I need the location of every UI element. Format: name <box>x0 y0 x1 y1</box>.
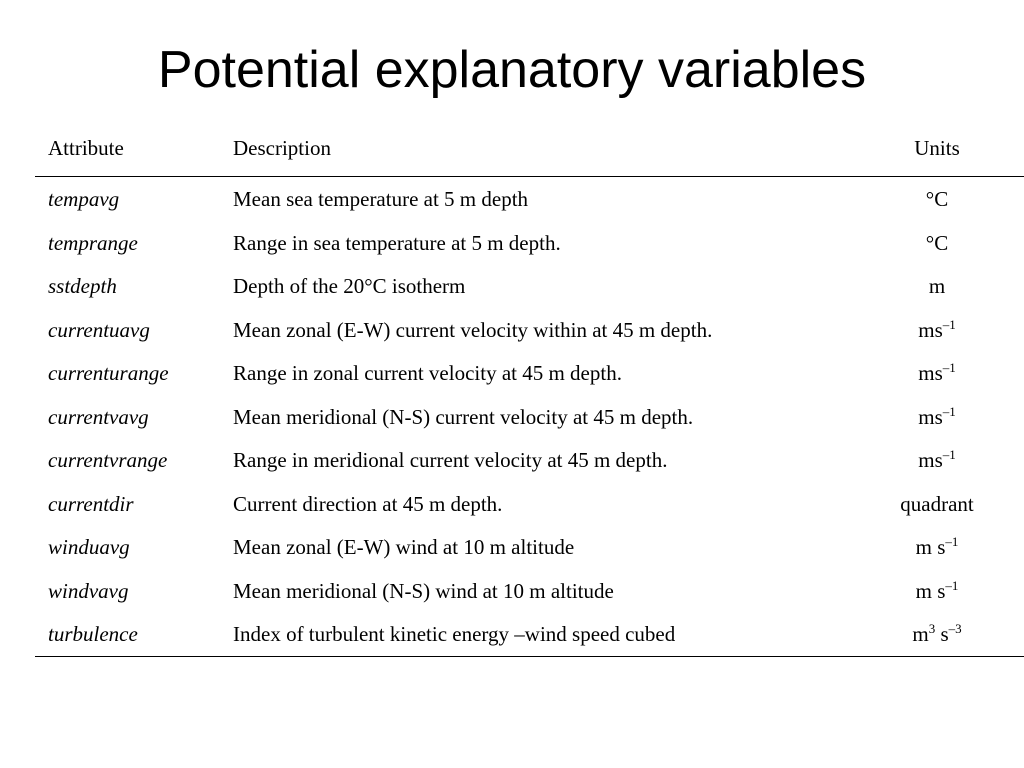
units-cell <box>837 231 1024 255</box>
description-cell: Depth of the 20°C isotherm <box>233 274 466 298</box>
table-row <box>35 351 1024 395</box>
units-exponent: –1 <box>945 577 959 593</box>
units-cell <box>837 579 1024 603</box>
variables-table <box>35 128 1024 657</box>
table-row <box>35 177 1024 221</box>
units-cell <box>837 405 1024 429</box>
units-cell <box>837 448 1024 472</box>
units-exponent: –1 <box>942 447 956 462</box>
table-row <box>35 221 1024 265</box>
attribute-cell: windvavg <box>48 578 129 603</box>
attribute-cell: turbulence <box>48 622 138 646</box>
units-exponent: 3 <box>928 621 936 636</box>
units-base: °C <box>925 230 949 255</box>
table-row <box>35 525 1024 569</box>
units-base-2: s <box>935 622 949 646</box>
attribute-cell: tempavg <box>48 187 120 211</box>
description-cell: Mean meridional (N-S) wind at 10 m altitude <box>233 578 614 603</box>
units-exponent: –1 <box>942 316 956 332</box>
units-cell <box>837 274 1024 298</box>
units-cell <box>837 187 1024 211</box>
description-cell: Index of turbulent kinetic energy –wind speed cubed <box>233 622 676 646</box>
header-attribute: Attribute <box>48 136 124 160</box>
description-cell: Mean zonal (E-W) current velocity within at 45 m depth. <box>233 317 713 342</box>
units-base: m <box>928 274 946 298</box>
units-base: ms <box>918 361 943 385</box>
units-base: m s <box>915 578 946 603</box>
units-exponent-2: –3 <box>948 621 962 636</box>
table-row <box>35 612 1024 656</box>
attribute-cell: sstdepth <box>48 274 117 298</box>
units-base: ms <box>918 404 943 429</box>
units-cell <box>837 622 1024 646</box>
units-exponent: –1 <box>942 360 956 375</box>
table-row <box>35 308 1024 352</box>
description-cell: Range in meridional current velocity at 45 m depth. <box>233 448 668 472</box>
units-cell <box>837 361 1024 385</box>
attribute-cell: currentdir <box>48 491 134 516</box>
description-cell: Range in zonal current velocity at 45 m depth. <box>233 361 622 385</box>
units-base: quadrant <box>900 491 974 516</box>
table-row <box>35 264 1024 308</box>
units-exponent: –1 <box>945 534 959 549</box>
attribute-cell: currentvavg <box>48 404 149 429</box>
slide-title: Potential explanatory variables <box>157 41 867 99</box>
table-row <box>35 438 1024 482</box>
table-header-row <box>35 128 1024 177</box>
units-cell <box>837 318 1024 342</box>
units-base: ms <box>918 317 943 342</box>
description-cell: Mean zonal (E-W) wind at 10 m altitude <box>233 535 575 559</box>
description-cell: Range in sea temperature at 5 m depth. <box>233 230 561 255</box>
attribute-cell: temprange <box>48 230 138 255</box>
attribute-cell: winduavg <box>48 535 130 559</box>
description-cell: Mean sea temperature at 5 m depth <box>233 187 529 211</box>
units-cell <box>837 492 1024 516</box>
units-base: °C <box>925 187 949 211</box>
units-base: ms <box>918 448 943 472</box>
units-exponent: –1 <box>942 403 956 419</box>
header-description: Description <box>233 136 331 160</box>
units-base: m <box>912 622 929 646</box>
header-units: Units <box>914 136 960 160</box>
table-body <box>35 177 1024 656</box>
attribute-cell: currenturange <box>48 361 169 385</box>
attribute-cell: currentuavg <box>48 317 150 342</box>
units-base: m s <box>915 535 946 559</box>
table-row <box>35 395 1024 439</box>
attribute-cell: currentvrange <box>48 448 168 472</box>
table-row <box>35 482 1024 526</box>
table-row <box>35 569 1024 613</box>
units-cell <box>837 535 1024 559</box>
description-cell: Mean meridional (N-S) current velocity at 45 m depth. <box>233 404 694 429</box>
description-cell: Current direction at 45 m depth. <box>233 491 503 516</box>
